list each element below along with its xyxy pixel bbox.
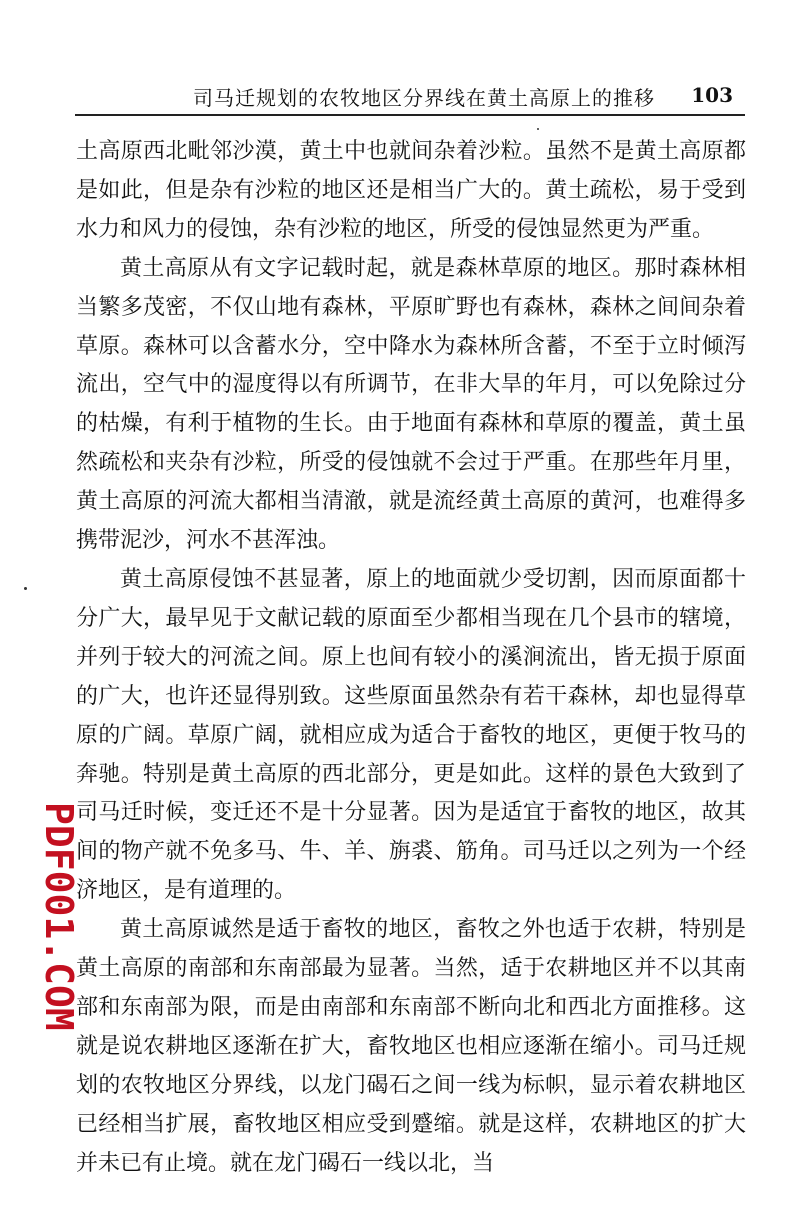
running-title: 司马迁规划的农牧地区分界线在黄土高原上的推移 (193, 86, 655, 110)
paragraph: 黄土高原从有文字记载时起，就是森林草原的地区。那时森林相当繁多茂密，不仅山地有森林，平原旷野也有森林，森林之间间杂着草原。森林可以含蓄水分，空中降水为森林所含蓄，不至于立时倾泻流出，空气中的湿度得以有所调节，在非大旱的年月，可以免除过分的枯燥，有利于植物的生长。由于地面有森林和草原的覆盖，黄土虽然疏松和夹杂有沙粒，所受的侵蚀就不会过于严重。在那些年月里，黄土高原的河流大都相当清澈，就是流经黄土高原的黄河，也难得多携带泥沙，河水不甚浑浊。 (76, 255, 746, 554)
scan-speck (24, 587, 27, 590)
watermark-logo (2, 800, 81, 1031)
scan-speck (537, 128, 539, 130)
paragraph-continued: 土高原西北毗邻沙漠，黄土中也就间杂着沙粒。虽然不是黄土高原都是如此，但是杂有沙粒的地区还是相当广大的。黄土疏松，易于受到水力和风力的侵蚀，杂有沙粒的地区，所受的侵蚀显然更为严重。 (76, 139, 746, 242)
page-number: 103 (691, 83, 733, 107)
paragraph: 黄土高原诚然是适于畜牧的地区，畜牧之外也适于农耕，特别是黄土高原的南部和东南部最为显著。当然，适于农耕地区并不以其南部和东南部为限，而是由南部和东南部不断向北和西北方面推移。这就是说农耕地区逐渐在扩大，畜牧地区也相应逐渐在缩小。司马迁规划的农牧地区分界线，以龙门碣石之间一线为标帜，显示着农耕地区已经相当扩展，畜牧地区相应受到蹙缩。就是这样，农耕地区的扩大并未已有止境。就在龙门碣石一线以北，当 (76, 917, 746, 1176)
watermark-text: PDF001.COM (37, 802, 81, 1031)
paragraph: 黄土高原侵蚀不甚显著，原上的地面就少受切割，因而原面都十分广大，最早见于文献记载的原面至少都相当现在几个县市的辖境，并列于较大的河流之间。原上也间有较小的溪涧流出，皆无损于原面的广大，也许还显得别致。这些原面虽然杂有若干森林，却也显得草原的广阔。草原广阔，就相应成为适合于畜牧的地区，更便于牧马的奔驰。特别是黄土高原的西北部分，更是如此。这样的景色大致到了司马迁时候，变迁还不是十分显著。因为是适宜于畜牧的地区，故其间的物产就不免多马、牛、羊、旃裘、筋角。司马迁以之列为一个经济地区，是有道理的。 (76, 566, 746, 904)
page-header (75, 78, 745, 116)
body-text (76, 133, 746, 1183)
